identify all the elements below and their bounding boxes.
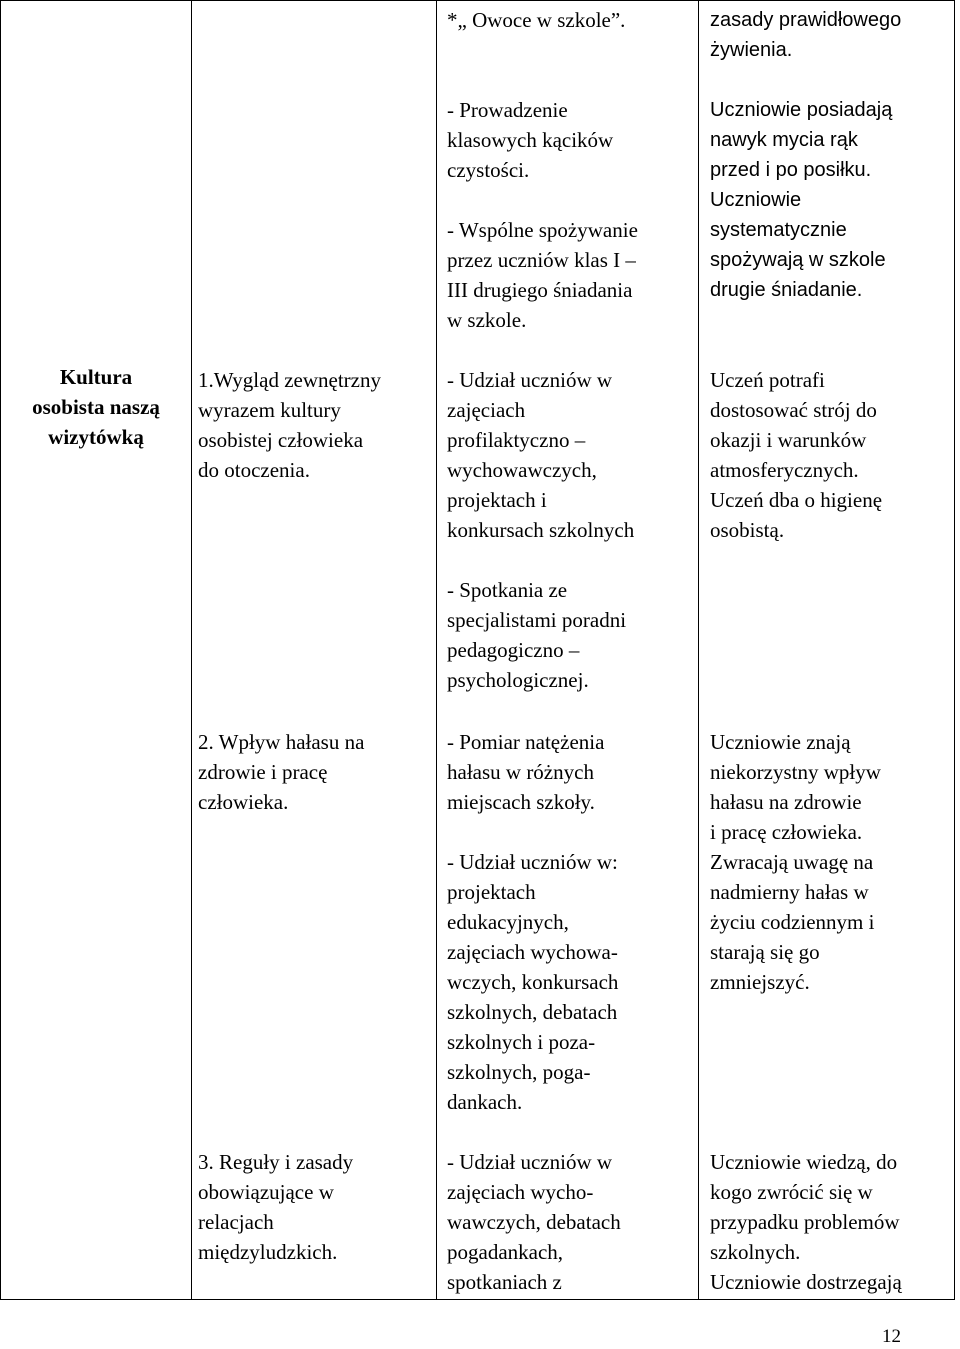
column-divider xyxy=(698,1,699,1299)
column-divider xyxy=(191,1,192,1299)
goal-text: 1.Wygląd zewnętrzny wyrazem kultury osobistej człowieka do otoczenia. xyxy=(198,368,381,482)
goal-text: 3. Reguły i zasady obowiązujące w relacjach międzyludzkich. xyxy=(198,1150,354,1264)
topic-heading: Kultura osobista naszą wizytówką xyxy=(32,365,160,449)
page-number: 12 xyxy=(882,1326,901,1347)
activity-text: - Udział uczniów w zajęciach profilaktyczno – wychowawczych, projektach i konkursach szkolnych xyxy=(447,368,635,542)
activity-text: *„ Owoce w szkole”. xyxy=(447,8,626,32)
outcome-text: Uczniowie wiedzą, do kogo zwrócić się w przypadku problemów szkolnych. Uczniowie dostrzegają xyxy=(710,1150,902,1294)
outcome-text: Uczeń potrafi dostosować strój do okazji i warunków atmosferycznych. Uczeń dba o higienę osobistą. xyxy=(710,368,883,542)
activity-text: - Pomiar natężenia hałasu w różnych miejscach szkoły. xyxy=(447,730,605,814)
activity-text: - Prowadzenie klasowych kącików czystości. xyxy=(447,98,614,182)
activity-text: - Udział uczniów w zajęciach wycho- wawczych, debatach pogadankach, spotkaniach z xyxy=(447,1150,621,1294)
column-divider xyxy=(436,1,437,1299)
outcome-text: Uczniowie posiadają nawyk mycia rąk przed i po posiłku. Uczniowie systematycznie spożywają w szkole drugie śniadanie. xyxy=(710,99,893,301)
activity-text: - Wspólne spożywanie przez uczniów klas I – III drugiego śniadania w szkole. xyxy=(447,218,638,332)
activity-text: - Udział uczniów w: projektach edukacyjnych, zajęciach wychowa- wczych, konkursach szkolnych, debatach szkolnych i poza- szkolnych, poga- dankach. xyxy=(447,850,619,1114)
goal-text: 2. Wpływ hałasu na zdrowie i pracę człowieka. xyxy=(198,730,365,814)
activity-text: - Spotkania ze specjalistami poradni pedagogiczno – psychologicznej. xyxy=(447,578,627,692)
outcome-text: zasady prawidłowego żywienia. xyxy=(710,9,902,61)
outcome-text: Uczniowie znają niekorzystny wpływ hałasu na zdrowie i pracę człowieka. Zwracają uwagę na nadmierny hałas w życiu codziennym i starają się go zmniejszyć. xyxy=(710,730,881,994)
